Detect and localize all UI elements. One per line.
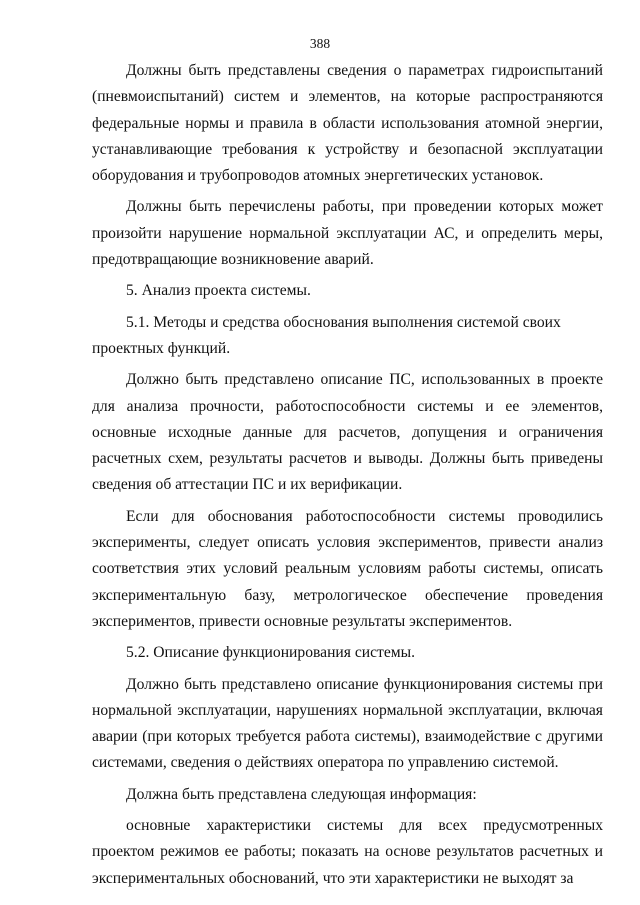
paragraph-functioning-description: Должно быть представлено описание функционирования системы при нормальной эксплуатации, нарушениях нормальной эксплуатации, включая аварии (при которых требуется работа системы), взаимодействие с другими системами, сведения о действиях оператора по управлению системой. — [92, 675, 603, 772]
page-number: 388 — [309, 36, 331, 51]
paragraph-required-info: Должна быть представлена следующая информация: — [126, 785, 477, 803]
body-text — [92, 58, 603, 892]
section-heading-5: 5. Анализ проекта системы. — [126, 282, 311, 300]
section-heading-5-2: 5.2. Описание функционирования системы. — [126, 644, 415, 662]
paragraph-works-list: Должны быть перечислены работы, при проведении которых может произойти нарушение нормальной эксплуатации АС, и определить меры, предотвращающие возникновение аварий. — [92, 198, 603, 269]
paragraph-experiments: Если для обоснования работоспособности системы проводились эксперименты, следует описать условия экспериментов, привести анализ соответствия этих условий реальным условиям работы системы, описать экспериментальную базу, метрологическое обеспечение проведения экспериментов, привести основные результаты экспериментов. — [92, 507, 603, 630]
paragraph-software-description: Должно быть представлено описание ПС, использованных в проекте для анализа прочности, работоспособности системы и ее элементов, основные исходные данные для расчетов, допущения и ограничения расчетных схем, результаты расчетов и выводы. Должны быть приведены сведения об аттестации ПС и их верификации. — [92, 371, 603, 494]
paragraph-hydrotest-info: Должны быть представлены сведения о параметрах гидроиспытаний (пневмоиспытаний) систем и элементов, на которые распространяются федеральные нормы и правила в области использования атомной энергии, устанавливающие требования к устройству и безопасной эксплуатации оборудования и трубопроводов атомных энергетических установок. — [92, 62, 603, 185]
section-heading-5-1: 5.1. Методы и средства обоснования выполнения системой своих проектных функций. — [92, 313, 561, 357]
paragraph-main-characteristics: основные характеристики системы для всех предусмотренных проектом режимов ее работы; показать на основе результатов расчетных и экспериментальных обоснований, что эти характеристики не выходят за — [92, 817, 603, 887]
